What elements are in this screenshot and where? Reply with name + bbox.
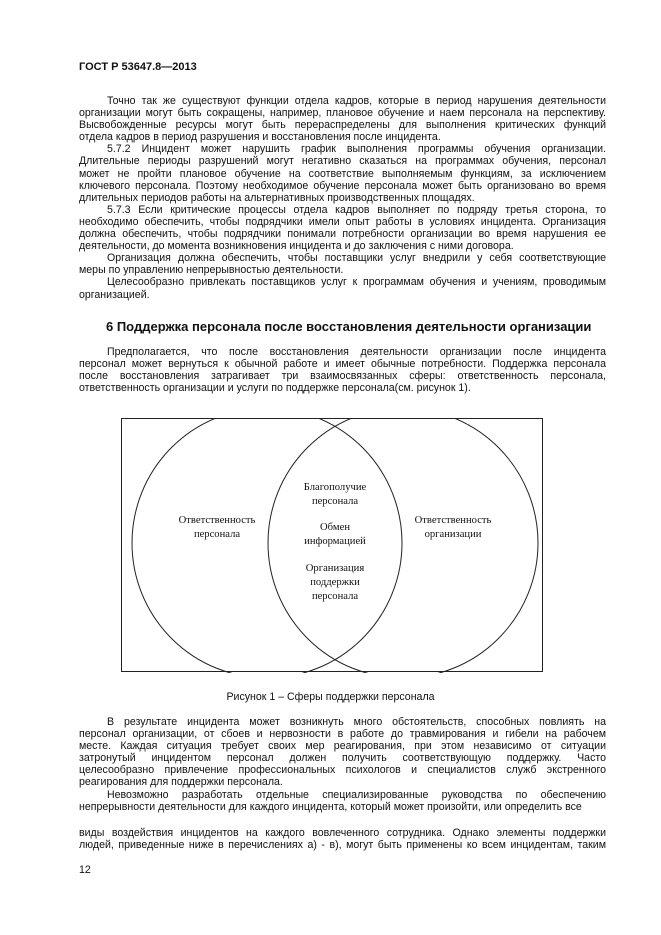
text-line: Высвобожденные ресурсы могут быть перераспределены для выполнения критических функций <box>79 119 606 132</box>
text-line: может не пройти плановое обучение на соответствие выполняемым функциям, за исключением <box>79 167 606 180</box>
text-line: должна обеспечить, чтобы подрядчики понимали потребности организации во время нарушения ее <box>79 228 606 241</box>
venn-diagram <box>121 418 543 672</box>
text-line: деятельности, до момента возникновения инцидента и до заключения с ними договора. <box>79 240 514 253</box>
text-line: 5.7.3 Если критические процессы отдела кадров выполняет по подряду третья сторона, то <box>107 203 606 216</box>
text-line: непрерывности деятельности для каждого инцидента, который может произойти, или определить все <box>79 800 582 813</box>
text-line: ответственность организации и услуги по поддержке персонала(см. рисунок 1). <box>79 382 471 395</box>
paragraph <box>79 789 606 813</box>
page-number: 12 <box>79 864 91 876</box>
text-line: реагирования для поддержки персонала. <box>79 776 283 789</box>
text-line: В результате инцидента может возникнуть много обстоятельств, способных повлиять на <box>107 716 606 728</box>
text-line: организации могут быть сокращены, например, плановое обучение и наем персонала на перспективу. <box>79 107 606 120</box>
paragraph <box>79 204 606 252</box>
paragraph <box>79 716 606 789</box>
label-support-organization <box>280 562 390 604</box>
label-line: персонала <box>311 591 359 602</box>
text-block-2 <box>79 346 606 394</box>
figure-caption: Рисунок 1 – Сферы поддержки персонала <box>226 691 435 703</box>
text-line: людей, приведенные ниже в перечислениях а) - в), могут быть применены ко всем инцидентам, таким <box>79 839 606 852</box>
text-line: 5.7.2 Инцидент может нарушить график выполнения программы обучения организации. <box>107 143 606 156</box>
text-line: организацией. <box>79 288 150 301</box>
text-line: целесообразно привлечение профессиональных психологов и специалистов служб экстренного <box>79 764 606 777</box>
label-line: Ответственность <box>178 515 256 526</box>
text-line: необходимо обеспечить, чтобы подрядчики имели опыт работы в условиях инцидента. Организация <box>79 215 606 228</box>
text-block-3 <box>79 716 606 813</box>
text-line: ключевого персонала. Поэтому необходимое обучение персонала может быть организовано во время <box>79 179 606 192</box>
text-line: Точно так же существуют функции отдела кадров, которые в период нарушения деятельности <box>107 95 606 107</box>
paragraph <box>79 346 606 394</box>
label-line: Обмен <box>319 522 350 533</box>
text-line: затронутый инцидентом персонал должен получить соответствующую поддержку. Часто <box>79 752 606 765</box>
text-line: Предполагается, что после восстановления деятельности организации после инцидента <box>107 346 606 358</box>
text-line: персонал может вернуться к обычной работе и имеет обычные потребности. Поддержка персонала <box>79 358 606 371</box>
text-line: после восстановления затрагивает три взаимосвязанных сферы: ответственность персонала, <box>79 370 606 383</box>
paragraph <box>79 252 606 276</box>
paragraph <box>79 143 606 203</box>
text-line: Невозможно разработать отдельные специализированные руководства по обеспечению <box>107 788 606 801</box>
label-line: организации <box>424 529 482 540</box>
label-information-exchange <box>280 521 390 549</box>
label-line: Ответственность <box>414 515 492 526</box>
text-line: месте. Каждая ситуация требует своих мер реагирования, при этом независимо от ситуации <box>79 740 606 753</box>
document-header: ГОСТ Р 53647.8—2013 <box>79 61 197 73</box>
paragraph <box>79 276 606 300</box>
text-line: персонал организации, от сбоев и нервозности в работе до травмирования и гибели на рабочем <box>79 728 606 741</box>
text-line: Организация должна обеспечить, чтобы поставщики услуг внедрили у себя соответствующие <box>107 252 606 265</box>
text-line: виды воздействия инцидентов на каждого вовлеченного сотрудника. Однако элементы поддержки <box>79 827 606 839</box>
label-line: информацией <box>304 536 366 547</box>
text-line: Длительные периоды разрушений могут негативно сказаться на программах обучения, персонал <box>79 155 606 168</box>
label-line: персонала <box>193 529 241 540</box>
label-personnel <box>162 514 272 542</box>
text-line: меры по управлению непрерывностью деятельности. <box>79 264 344 277</box>
text-line: Целесообразно привлекать поставщиков услуг к программам обучения и учениям, проводимым <box>107 276 606 289</box>
label-line: поддержки <box>310 577 360 588</box>
label-line: Организация <box>305 563 365 574</box>
paragraph <box>79 95 606 143</box>
label-wellbeing <box>280 481 390 509</box>
text-block-4 <box>79 827 606 851</box>
label-line: Благополучие <box>303 482 367 493</box>
label-line: персонала <box>311 496 359 507</box>
section-title: 6 Поддержка персонала после восстановления деятельности организации <box>106 319 592 334</box>
label-organization <box>398 514 508 542</box>
text-line: отдела кадров в период разрушения и восстановления после инцидента. <box>79 131 441 144</box>
paragraph <box>79 827 606 851</box>
text-line: длительных периодов работы на альтернативных производственных площадях. <box>79 191 475 204</box>
text-block-1 <box>79 95 606 301</box>
